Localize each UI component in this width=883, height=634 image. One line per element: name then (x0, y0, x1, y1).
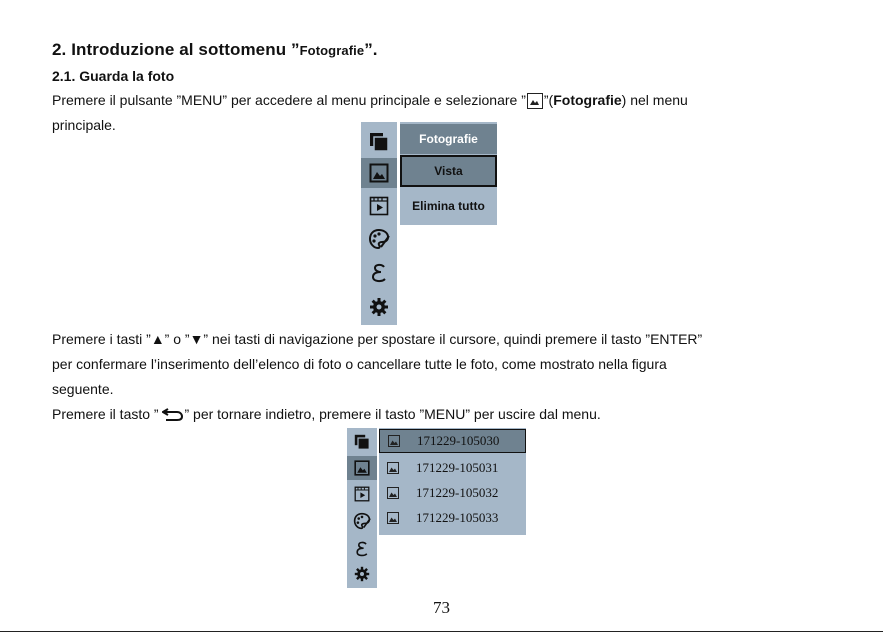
file-row[interactable] (379, 456, 526, 480)
main-menu-iconbar (361, 122, 397, 325)
photo-icon (387, 487, 399, 499)
photo-icon (387, 462, 399, 474)
video-icon[interactable] (347, 482, 377, 506)
photo-icon (388, 435, 400, 447)
copy-icon[interactable] (361, 128, 397, 156)
photo-icon (387, 512, 399, 524)
file-name: 171229-105033 (416, 510, 499, 525)
paragraph-back: Premere il tasto ” ” per tornare indietro, premere il tasto ”MENU” per uscire dal menu. (52, 406, 601, 422)
file-name: 171229-105031 (416, 460, 499, 475)
menu-item-vista[interactable]: Vista (400, 155, 497, 187)
file-row[interactable] (379, 481, 526, 505)
subsection-heading: 2.1. Guarda la foto (52, 68, 175, 84)
video-icon[interactable] (361, 192, 397, 220)
settings-icon[interactable] (361, 292, 397, 322)
language-icon[interactable] (361, 258, 397, 288)
photo-icon (527, 93, 543, 109)
page-number: 73 (433, 598, 450, 617)
paragraph-navigation: Premere i tasti ”▲” o ”▼” nei tasti di navigazione per spostare il cursore, quindi premere il tasto ”ENTER” per confermare l’inserimento dell’elenco di foto o cancellare tutte le foto, come mostrato nella figura seguente. (52, 331, 703, 397)
file-row[interactable] (379, 506, 526, 530)
submenu-header: Fotografie (400, 124, 497, 154)
file-row[interactable] (379, 429, 526, 453)
language-icon[interactable] (347, 536, 377, 562)
footer-divider (0, 631, 883, 632)
palette-icon[interactable] (361, 224, 397, 254)
photo-icon[interactable] (347, 456, 377, 480)
main-menu-iconbar-2 (347, 428, 377, 588)
palette-icon[interactable] (347, 508, 377, 534)
arrow-up-icon: ▲ (150, 331, 165, 347)
photo-icon[interactable] (361, 158, 397, 188)
file-name: 171229-105032 (416, 485, 499, 500)
photo-file-list (379, 428, 526, 535)
copy-icon[interactable] (347, 430, 377, 454)
menu-item-elimina-tutto[interactable]: Elimina tutto (412, 199, 485, 213)
file-name: 171229-105030 (417, 433, 500, 448)
paragraph-intro: Premere il pulsante ”MENU” per accedere al menu principale e selezionare ” ”(Fotografie) nel menu principale. (52, 92, 688, 133)
section-heading: 2. Introduzione al sottomenu ”Fotografie”. (52, 40, 378, 59)
photo-submenu (400, 122, 497, 225)
back-arrow-icon (162, 406, 184, 422)
settings-icon[interactable] (347, 562, 377, 586)
arrow-down-icon: ▼ (189, 331, 204, 347)
